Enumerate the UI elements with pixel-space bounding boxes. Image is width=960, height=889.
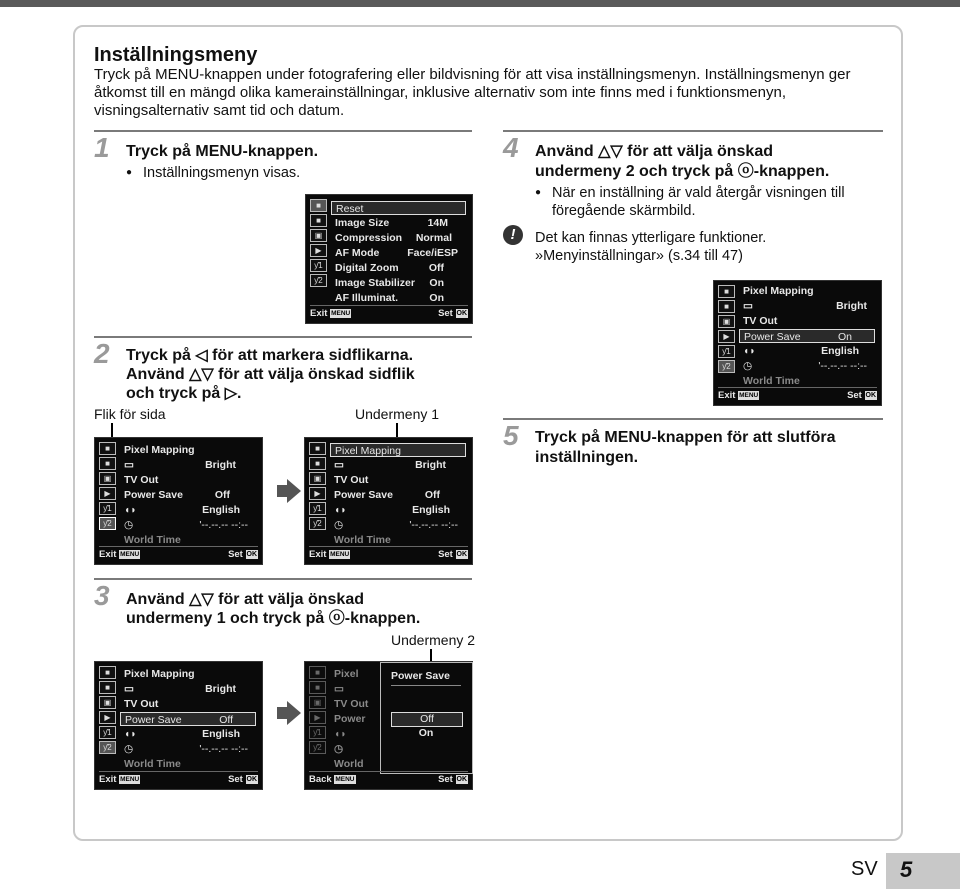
divider <box>503 130 883 132</box>
setup1-tab-icon: ƴ1 <box>99 502 116 515</box>
menu-row: TV Out <box>124 698 159 710</box>
step-number: 5 <box>503 420 519 451</box>
movie-tab-icon: ▣ <box>309 696 326 709</box>
pointer-line <box>111 423 113 437</box>
top-bar <box>0 0 960 7</box>
movie-tab-icon: ▣ <box>718 315 735 328</box>
menu-row: Pixel Mapping <box>743 285 814 297</box>
menu-row: Image Size 14M <box>335 217 448 229</box>
step3-line1: Använd △▽ för att välja önskad <box>126 591 364 608</box>
divider <box>94 578 472 580</box>
menu-row: Pixel Mapping <box>330 443 466 457</box>
menu-row: ◷ '--.--.-- --:-- <box>743 360 867 372</box>
menu-row: ◖◗ English <box>743 345 859 357</box>
menu-row: ◷ '--.--.-- --:-- <box>124 743 248 755</box>
step3-line2: undermeny 1 och tryck på ⓞ-knappen. <box>126 610 421 627</box>
pointer-line <box>430 649 432 661</box>
caption-submenu1: Undermeny 1 <box>355 406 440 422</box>
play-tab-icon: ▶ <box>718 330 735 343</box>
movie-tab-icon: ▣ <box>99 472 116 485</box>
camera-screen-result: ■ ■ ▣ ▶ ƴ1 ƴ2 Pixel Mapping ▭ Bright TV Out Power Save On ◖◗ English ◷ '--.--.-- --:-- World Time Exit MENU Set OK <box>713 280 882 406</box>
menu-row: ▭ Bright <box>124 683 236 695</box>
pointer-line <box>396 423 398 437</box>
divider <box>94 336 472 338</box>
menu-row: World Time <box>334 534 391 546</box>
menu-row: TV Out <box>334 698 369 710</box>
play-tab-icon: ▶ <box>99 487 116 500</box>
step-number: 2 <box>94 338 110 369</box>
play-tab-icon: ▶ <box>309 487 326 500</box>
camera-tab-icon: ■ <box>99 457 116 470</box>
menu-row: TV Out <box>334 474 369 486</box>
menu-row: ▭ Bright <box>124 459 236 471</box>
movie-tab-icon: ▣ <box>310 229 327 242</box>
menu-row: Digital Zoom Off <box>335 262 444 274</box>
camera-screen-submenu1-select: ■ ■ ▣ ▶ ƴ1 ƴ2 Pixel Mapping ▭ Bright TV Out Power Save Off ◖◗ English ◷ '--.--.-- --:-- World Time Exit MENU Set OK <box>94 661 263 790</box>
camera-screen-submenu2: ■ ■ ▣ ▶ ƴ1 ƴ2 Pixel ▭ TV Out Power ◖◗ ◷ World Power Save Off On Back MENU Set OK <box>304 661 473 790</box>
camera-tab-icon: ■ <box>309 681 326 694</box>
step4-line1: Använd △▽ för att välja önskad <box>535 143 773 160</box>
menu-row: Power Save Off <box>334 489 440 501</box>
caption-page-tab: Flik för sida <box>94 406 166 422</box>
step4-line2: undermeny 2 och tryck på ⓞ-knappen. <box>535 163 830 180</box>
menu-row: Power Save Off <box>124 489 230 501</box>
camera-tab-icon: ■ <box>99 442 116 455</box>
camera-screen-menu1: ■ ■ ▣ ▶ ƴ1 ƴ2 Reset Image Size 14M Compression Normal AF Mode Face/iESP Digital Zoom Off Image Stabilizer On AF Illuminat. On Exit MENU Set OK <box>305 194 473 324</box>
step5-line1: Tryck på MENU-knappen för att slutföra <box>535 429 836 446</box>
divider <box>503 418 883 420</box>
camera-tab-icon: ■ <box>718 300 735 313</box>
play-tab-icon: ▶ <box>309 711 326 724</box>
menu-row: Power Save On <box>739 329 875 343</box>
menu-row: ◷ '--.--.-- --:-- <box>334 519 458 531</box>
menu-row: TV Out <box>743 315 778 327</box>
play-tab-icon: ▶ <box>99 711 116 724</box>
menu-row: ◖◗ English <box>334 504 450 516</box>
step5-line2: inställningen. <box>535 449 639 466</box>
camera-tab-icon: ■ <box>309 457 326 470</box>
menu-row: ▭ Bright <box>743 300 867 312</box>
camera-screen-submenu1: ■ ■ ▣ ▶ ƴ1 ƴ2 Pixel Mapping ▭ Bright TV Out Power Save Off ◖◗ English ◷ '--.--.-- --:-- World Time Exit MENU Set OK <box>304 437 473 565</box>
menu-row: ▭ <box>334 683 344 695</box>
step2-line2: Använd △▽ för att välja önskad sidflik <box>126 366 415 383</box>
camera-tab-icon: ■ <box>99 681 116 694</box>
step-number: 3 <box>94 580 110 611</box>
submenu2-panel: Power Save Off On <box>380 662 473 774</box>
menu-row: Image Stabilizer On <box>335 277 444 289</box>
menu-row: TV Out <box>124 474 159 486</box>
step-number: 4 <box>503 132 519 163</box>
setup1-tab-icon: ƴ1 <box>310 259 327 272</box>
language-code: SV <box>851 858 878 880</box>
play-tab-icon: ▶ <box>310 244 327 257</box>
setup2-tab-icon: ƴ2 <box>309 517 326 530</box>
menu-row: World Time <box>124 534 181 546</box>
camera-tab-icon: ■ <box>718 285 735 298</box>
menu-row: Pixel Mapping <box>124 668 195 680</box>
arrow-right-icon <box>287 701 301 725</box>
camera-tab-icon: ■ <box>310 199 327 212</box>
camera-tab-icon: ■ <box>310 214 327 227</box>
step4-bullet: ● När en inställning är vald återgår visningen till föregående skärmbild. <box>552 184 872 220</box>
menu-row: World Time <box>124 758 181 770</box>
menu-row: World <box>334 758 364 770</box>
step2-line3: och tryck på ▷. <box>126 385 242 402</box>
menu-row: ▭ Bright <box>334 459 446 471</box>
step1-bullet: ● Inställningsmenyn visas. <box>143 164 300 182</box>
menu-row: AF Mode Face/iESP <box>335 247 458 259</box>
menu-row: ◖◗ <box>334 728 347 740</box>
movie-tab-icon: ▣ <box>99 696 116 709</box>
setup2-tab-icon: ƴ2 <box>310 274 327 287</box>
menu-row: AF Illuminat. On <box>335 292 444 304</box>
menu-row: ◖◗ English <box>124 504 240 516</box>
menu-row: Pixel Mapping <box>124 444 195 456</box>
page-number: 5 <box>900 857 913 882</box>
setup1-tab-icon: ƴ1 <box>309 502 326 515</box>
note-line1: Det kan finnas ytterligare funktioner. <box>535 230 767 246</box>
caption-submenu2: Undermeny 2 <box>391 632 476 648</box>
setup1-tab-icon: ƴ1 <box>309 726 326 739</box>
warning-icon: ! <box>503 225 523 245</box>
divider <box>94 130 472 132</box>
menu-row: World Time <box>743 375 800 387</box>
menu-row: ◷ '--.--.-- --:-- <box>124 519 248 531</box>
step2-line1: Tryck på ◁ för att markera sidflikarna. <box>126 347 414 364</box>
step-number: 1 <box>94 132 110 163</box>
page-title: Inställningsmeny <box>94 44 258 66</box>
intro-text: Tryck på MENU-knappen under fotografering eller bildvisning för att visa inställningsmenyn. Inställningsmenyn ger åtkomst till en mängd olika kamerainställningar, inklusive alternativ som inte finns med i funktionsmenyn, visningsalternativ samt tid och datum. <box>94 66 851 119</box>
menu-row: Pixel <box>334 668 359 680</box>
menu-row: Power <box>334 713 366 725</box>
camera-tab-icon: ■ <box>309 442 326 455</box>
setup2-tab-icon: ƴ2 <box>718 360 735 373</box>
camera-screen-tab-select: ■ ■ ▣ ▶ ƴ1 ƴ2 Pixel Mapping ▭ Bright TV Out Power Save Off ◖◗ English ◷ '--.--.-- --:-- World Time Exit MENU Set OK <box>94 437 263 565</box>
camera-tab-icon: ■ <box>99 666 116 679</box>
menu-row: ◖◗ English <box>124 728 240 740</box>
menu-row: ◷ <box>334 743 344 755</box>
menu-row: Compression Normal <box>335 232 452 244</box>
movie-tab-icon: ▣ <box>309 472 326 485</box>
setup2-tab-icon: ƴ2 <box>309 741 326 754</box>
menu-row: Reset <box>331 201 466 215</box>
menu-row: Power Save Off <box>120 712 256 726</box>
arrow-right-icon <box>287 479 301 503</box>
setup2-tab-icon: ƴ2 <box>99 517 116 530</box>
note-line2: »Menyinställningar» (s.34 till 47) <box>535 248 743 264</box>
setup1-tab-icon: ƴ1 <box>718 345 735 358</box>
setup1-tab-icon: ƴ1 <box>99 726 116 739</box>
camera-tab-icon: ■ <box>309 666 326 679</box>
setup2-tab-icon: ƴ2 <box>99 741 116 754</box>
step1-text: Tryck på MENU-knappen. <box>126 143 319 160</box>
page-number-box <box>886 853 960 889</box>
